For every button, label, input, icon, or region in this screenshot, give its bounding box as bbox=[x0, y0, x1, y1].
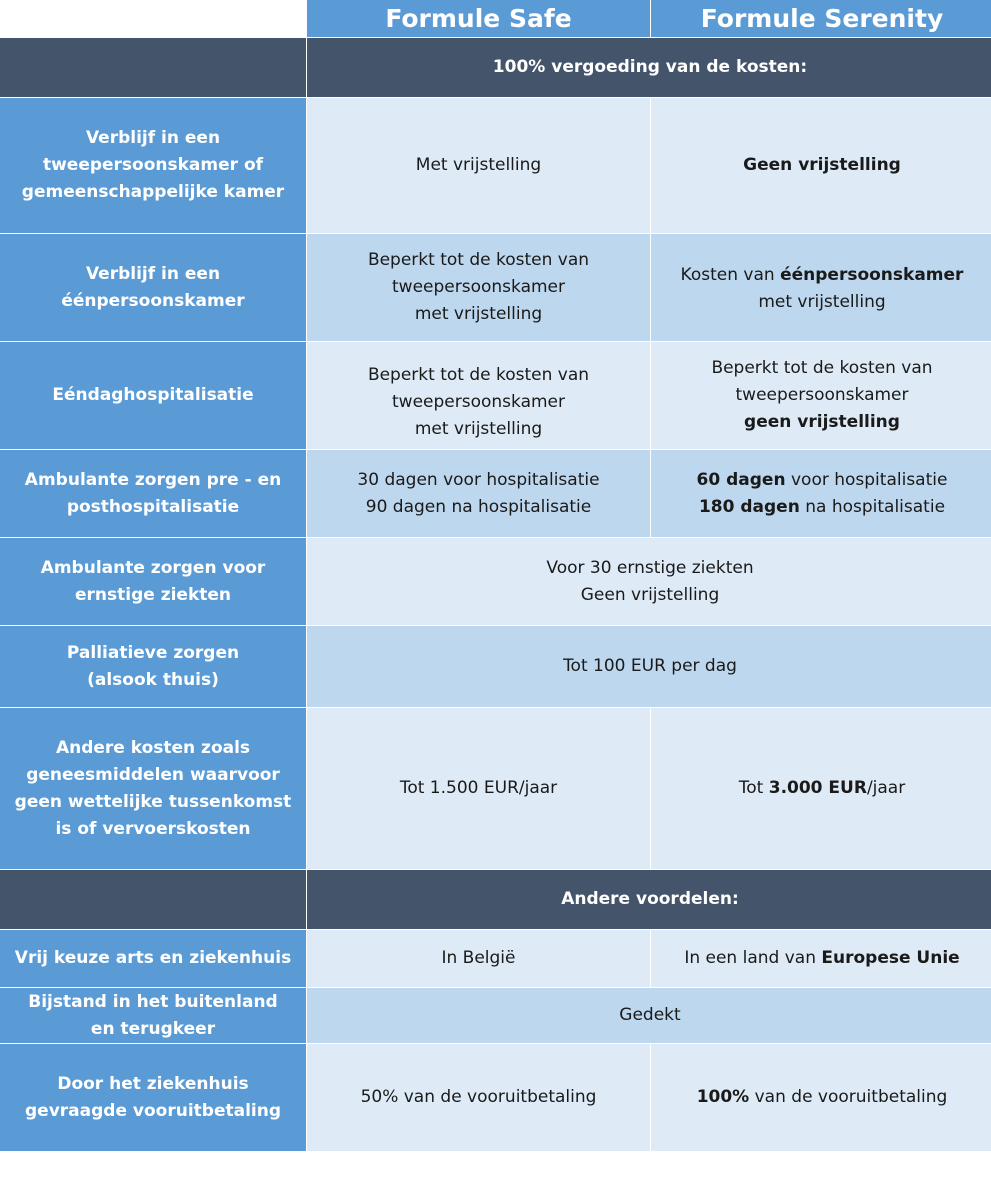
cell-safe-ambulatory-pre-post bbox=[307, 450, 650, 538]
cell-serenity-other-costs bbox=[651, 708, 991, 870]
cell-safe-prepayment: 50% van de vooruitbetaling bbox=[307, 1044, 650, 1152]
cell-line: tweepersoonskamer bbox=[735, 385, 909, 405]
cell-text: /jaar bbox=[866, 778, 906, 798]
cell-safe-shared-room: Met vrijstelling bbox=[307, 98, 650, 234]
cell-line bbox=[681, 262, 964, 289]
row-label-serious-illness: Ambulante zorgen voor ernstige ziekten bbox=[0, 538, 306, 626]
section-blank-cell bbox=[0, 38, 306, 98]
cell-text-bold: éénpersoonskamer bbox=[780, 265, 964, 285]
cell-text: Tot bbox=[738, 778, 769, 798]
section-coverage-title: 100% vergoeding van de kosten: bbox=[307, 38, 991, 98]
cell-line: Geen vrijstelling bbox=[580, 584, 720, 605]
cell-text: voor hospitalisatie bbox=[785, 469, 948, 490]
cell-text-bold: Europese Unie bbox=[821, 948, 960, 968]
cell-line: Beperkt tot de kosten van bbox=[711, 358, 933, 378]
row-label-free-choice: Vrij keuze arts en ziekenhuis bbox=[0, 930, 306, 988]
section-other-title: Andere voordelen: bbox=[307, 870, 991, 930]
cell-line: met vrijstelling bbox=[758, 292, 886, 312]
cell-line: tweepersoonskamer bbox=[392, 392, 565, 412]
cell-safe-single-room bbox=[307, 234, 650, 342]
header-blank-cell bbox=[0, 0, 306, 38]
cell-line bbox=[699, 494, 945, 521]
row-label-assistance bbox=[0, 988, 306, 1044]
row-label-shared-room: Verblijf in een tweepersoonskamer of gemeenschappelijke kamer bbox=[0, 98, 306, 234]
cell-line: 90 dagen na hospitalisatie bbox=[365, 496, 592, 517]
cell-text: na hospitalisatie bbox=[799, 496, 946, 517]
cell-line: met vrijstelling bbox=[414, 419, 543, 439]
section-blank-cell-2 bbox=[0, 870, 306, 930]
cell-text: In een land van bbox=[684, 948, 822, 968]
row-label-day-hosp: Eéndaghospitalisatie bbox=[0, 342, 306, 450]
cell-line: tweepersoonskamer bbox=[392, 277, 565, 297]
cell-safe-other-costs: Tot 1.500 EUR/jaar bbox=[307, 708, 650, 870]
cell-line: Voor 30 ernstige ziekten bbox=[546, 557, 754, 578]
cell-safe-free-choice: In België bbox=[307, 930, 650, 988]
cell-text-bold: 100% bbox=[696, 1087, 750, 1107]
label-line: (alsook thuis) bbox=[87, 669, 219, 690]
label-line: Palliatieve zorgen bbox=[66, 642, 240, 663]
header-formule-serenity: Formule Serenity bbox=[651, 0, 991, 38]
cell-safe-day-hosp bbox=[307, 342, 650, 450]
cell-text-bold: 180 dagen bbox=[698, 496, 800, 517]
cell-serenity-prepayment bbox=[651, 1044, 991, 1152]
cell-both-serious-illness bbox=[307, 538, 991, 626]
row-label-palliative bbox=[0, 626, 306, 708]
cell-line: Beperkt tot de kosten van bbox=[367, 365, 590, 385]
cell-serenity-day-hosp bbox=[651, 342, 991, 450]
cell-serenity-shared-room: Geen vrijstelling bbox=[651, 98, 991, 234]
cell-text-bold: 3.000 EUR bbox=[768, 778, 867, 798]
cell-line: Beperkt tot de kosten van bbox=[367, 250, 590, 270]
row-label-prepayment: Door het ziekenhuis gevraagde vooruitbetaling bbox=[0, 1044, 306, 1152]
cell-text: van de vooruitbetaling bbox=[749, 1087, 948, 1107]
cell-both-palliative: Tot 100 EUR per dag bbox=[307, 626, 991, 708]
cell-line bbox=[697, 467, 948, 494]
row-label-single-room: Verblijf in een éénpersoonskamer bbox=[0, 234, 306, 342]
cell-serenity-free-choice bbox=[651, 930, 991, 988]
cell-both-assistance: Gedekt bbox=[307, 988, 991, 1044]
cell-line: met vrijstelling bbox=[414, 304, 543, 324]
cell-line: 30 dagen voor hospitalisatie bbox=[357, 469, 600, 490]
row-label-other-costs: Andere kosten zoals geneesmiddelen waarvoor geen wettelijke tussenkomst is of vervoerskosten bbox=[0, 708, 306, 870]
row-label-ambulatory-pre-post: Ambulante zorgen pre - en posthospitalisatie bbox=[0, 450, 306, 538]
cell-text-bold: 60 dagen bbox=[696, 469, 786, 490]
cell-serenity-single-room bbox=[651, 234, 991, 342]
cell-line-bold: geen vrijstelling bbox=[744, 412, 900, 432]
header-formule-safe: Formule Safe bbox=[307, 0, 650, 38]
label-line: en terugkeer bbox=[90, 1018, 216, 1039]
label-line: Bijstand in het buitenland bbox=[28, 991, 278, 1012]
cell-text: Kosten van bbox=[680, 265, 781, 285]
cell-serenity-ambulatory-pre-post bbox=[651, 450, 991, 538]
